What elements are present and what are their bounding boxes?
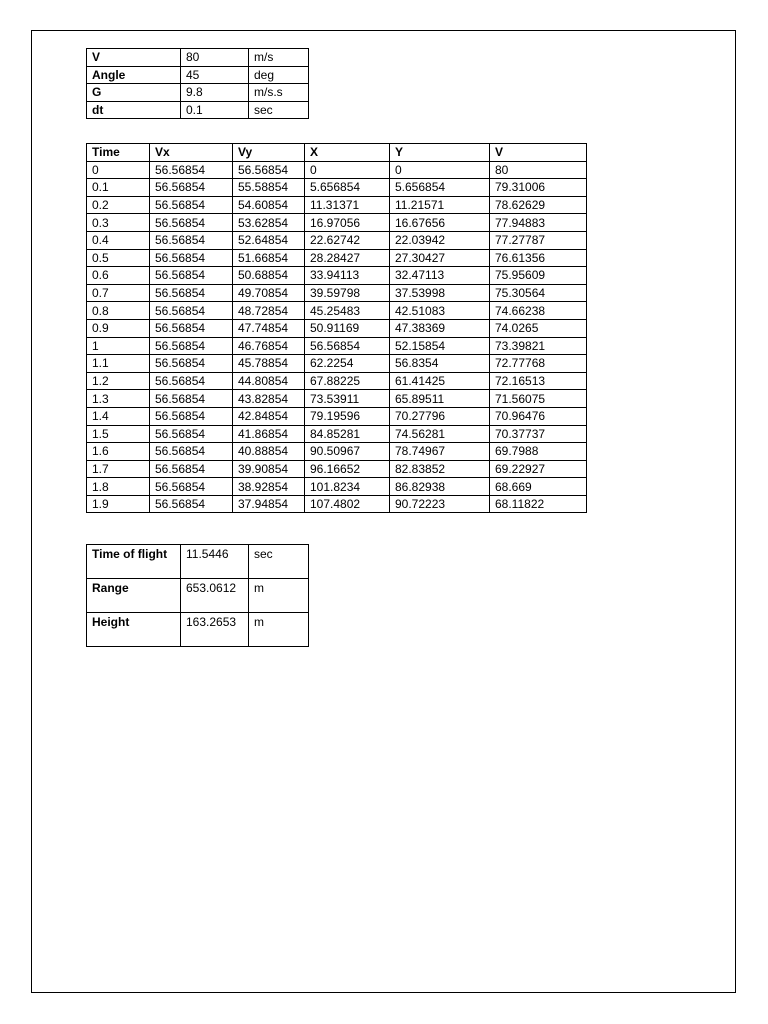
table-row (87, 407, 587, 425)
table-cell: 77.94883 (490, 214, 587, 232)
table-cell: 78.62629 (490, 196, 587, 214)
table-cell: 0 (87, 161, 150, 179)
table-cell: 56.56854 (150, 443, 233, 461)
parameter-row (87, 49, 309, 67)
table-row (87, 161, 587, 179)
parameter-unit: m/s (249, 49, 309, 67)
table-cell: 1.3 (87, 390, 150, 408)
table-cell: 1.7 (87, 460, 150, 478)
table-cell: 56.56854 (150, 284, 233, 302)
table-cell: 56.56854 (233, 161, 305, 179)
result-value: 163.2653 (181, 613, 249, 647)
table-cell: 50.68854 (233, 267, 305, 285)
column-header: Vy (233, 144, 305, 162)
column-header: V (490, 144, 587, 162)
table-cell: 50.91169 (305, 319, 390, 337)
parameter-value: 9.8 (181, 84, 249, 102)
parameter-unit: m/s.s (249, 84, 309, 102)
table-cell: 0.1 (87, 179, 150, 197)
table-cell: 52.15854 (390, 337, 490, 355)
column-header: Vx (150, 144, 233, 162)
table-cell: 0 (305, 161, 390, 179)
table-cell: 45.78854 (233, 355, 305, 373)
table-cell: 0.2 (87, 196, 150, 214)
table-cell: 41.86854 (233, 425, 305, 443)
table-cell: 1.1 (87, 355, 150, 373)
table-row (87, 355, 587, 373)
table-row (87, 214, 587, 232)
table-cell: 84.85281 (305, 425, 390, 443)
table-cell: 51.66854 (233, 249, 305, 267)
table-cell: 0 (390, 161, 490, 179)
result-name: Time of flight (87, 545, 181, 579)
table-cell: 61.41425 (390, 372, 490, 390)
parameter-value: 0.1 (181, 101, 249, 119)
table-cell: 56.56854 (150, 196, 233, 214)
table-cell: 11.21571 (390, 196, 490, 214)
table-cell: 33.94113 (305, 267, 390, 285)
table-cell: 1.8 (87, 478, 150, 496)
table-cell: 65.89511 (390, 390, 490, 408)
table-cell: 80 (490, 161, 587, 179)
table-cell: 0.7 (87, 284, 150, 302)
table-cell: 1.9 (87, 495, 150, 513)
table-cell: 56.8354 (390, 355, 490, 373)
table-cell: 101.8234 (305, 478, 390, 496)
table-cell: 56.56854 (150, 319, 233, 337)
table-cell: 48.72854 (233, 302, 305, 320)
table-cell: 46.76854 (233, 337, 305, 355)
table-cell: 76.61356 (490, 249, 587, 267)
table-row (87, 302, 587, 320)
table-cell: 90.50967 (305, 443, 390, 461)
table-cell: 90.72223 (390, 495, 490, 513)
parameter-value: 80 (181, 49, 249, 67)
table-cell: 1.6 (87, 443, 150, 461)
table-cell: 73.39821 (490, 337, 587, 355)
table-row (87, 337, 587, 355)
table-cell: 56.56854 (150, 267, 233, 285)
result-row (87, 545, 309, 579)
table-cell: 0.5 (87, 249, 150, 267)
table-cell: 56.56854 (150, 249, 233, 267)
table-row (87, 196, 587, 214)
column-header: Y (390, 144, 490, 162)
result-value: 653.0612 (181, 579, 249, 613)
table-cell: 56.56854 (150, 425, 233, 443)
table-cell: 86.82938 (390, 478, 490, 496)
result-unit: m (249, 579, 309, 613)
table-cell: 49.70854 (233, 284, 305, 302)
table-row (87, 284, 587, 302)
table-cell: 56.56854 (150, 161, 233, 179)
table-cell: 22.62742 (305, 231, 390, 249)
table-cell: 72.77768 (490, 355, 587, 373)
table-cell: 77.27787 (490, 231, 587, 249)
table-cell: 75.30564 (490, 284, 587, 302)
table-row (87, 478, 587, 496)
table-row (87, 231, 587, 249)
table-cell: 42.84854 (233, 407, 305, 425)
table-row (87, 495, 587, 513)
table-cell: 72.16513 (490, 372, 587, 390)
table-cell: 70.27796 (390, 407, 490, 425)
table-cell: 0.9 (87, 319, 150, 337)
table-cell: 62.2254 (305, 355, 390, 373)
table-cell: 68.11822 (490, 495, 587, 513)
table-cell: 73.53911 (305, 390, 390, 408)
table-cell: 96.16652 (305, 460, 390, 478)
table-cell: 39.90854 (233, 460, 305, 478)
table-cell: 16.97056 (305, 214, 390, 232)
table-cell: 56.56854 (150, 214, 233, 232)
table-cell: 107.4802 (305, 495, 390, 513)
table-row (87, 460, 587, 478)
parameter-value: 45 (181, 66, 249, 84)
parameter-name: V (87, 49, 181, 67)
table-cell: 67.88225 (305, 372, 390, 390)
column-header: Time (87, 144, 150, 162)
table-cell: 74.0265 (490, 319, 587, 337)
table-header-row (87, 144, 587, 162)
table-row (87, 372, 587, 390)
table-cell: 54.60854 (233, 196, 305, 214)
table-cell: 27.30427 (390, 249, 490, 267)
table-cell: 56.56854 (150, 390, 233, 408)
result-row (87, 613, 309, 647)
table-cell: 22.03942 (390, 231, 490, 249)
table-cell: 56.56854 (150, 495, 233, 513)
table-cell: 1.5 (87, 425, 150, 443)
table-cell: 56.56854 (150, 478, 233, 496)
parameter-row (87, 101, 309, 119)
table-cell: 47.74854 (233, 319, 305, 337)
table-cell: 1.2 (87, 372, 150, 390)
table-cell: 56.56854 (305, 337, 390, 355)
table-cell: 0.6 (87, 267, 150, 285)
result-name: Range (87, 579, 181, 613)
table-cell: 56.56854 (150, 372, 233, 390)
parameter-name: G (87, 84, 181, 102)
table-row (87, 319, 587, 337)
table-row (87, 249, 587, 267)
trajectory-table (86, 143, 587, 513)
table-cell: 42.51083 (390, 302, 490, 320)
table-cell: 53.62854 (233, 214, 305, 232)
table-cell: 56.56854 (150, 179, 233, 197)
parameter-unit: sec (249, 101, 309, 119)
table-cell: 74.56281 (390, 425, 490, 443)
table-cell: 32.47113 (390, 267, 490, 285)
table-cell: 39.59798 (305, 284, 390, 302)
table-cell: 56.56854 (150, 407, 233, 425)
result-name: Height (87, 613, 181, 647)
table-cell: 45.25483 (305, 302, 390, 320)
table-row (87, 267, 587, 285)
table-cell: 56.56854 (150, 302, 233, 320)
table-cell: 55.58854 (233, 179, 305, 197)
table-cell: 56.56854 (150, 355, 233, 373)
table-cell: 75.95609 (490, 267, 587, 285)
table-cell: 11.31371 (305, 196, 390, 214)
table-cell: 69.7988 (490, 443, 587, 461)
table-cell: 70.37737 (490, 425, 587, 443)
parameter-name: dt (87, 101, 181, 119)
table-cell: 56.56854 (150, 231, 233, 249)
table-cell: 5.656854 (390, 179, 490, 197)
table-cell: 0.3 (87, 214, 150, 232)
table-cell: 43.82854 (233, 390, 305, 408)
table-cell: 47.38369 (390, 319, 490, 337)
table-cell: 44.80854 (233, 372, 305, 390)
table-cell: 0.4 (87, 231, 150, 249)
table-row (87, 390, 587, 408)
result-unit: m (249, 613, 309, 647)
parameter-unit: deg (249, 66, 309, 84)
table-cell: 0.8 (87, 302, 150, 320)
table-cell: 1.4 (87, 407, 150, 425)
parameter-row (87, 66, 309, 84)
table-cell: 79.19596 (305, 407, 390, 425)
table-cell: 78.74967 (390, 443, 490, 461)
table-cell: 56.56854 (150, 337, 233, 355)
result-unit: sec (249, 545, 309, 579)
table-cell: 52.64854 (233, 231, 305, 249)
table-row (87, 425, 587, 443)
table-cell: 74.66238 (490, 302, 587, 320)
table-row (87, 179, 587, 197)
result-row (87, 579, 309, 613)
table-cell: 16.67656 (390, 214, 490, 232)
table-cell: 37.94854 (233, 495, 305, 513)
table-cell: 82.83852 (390, 460, 490, 478)
table-cell: 56.56854 (150, 460, 233, 478)
table-cell: 71.56075 (490, 390, 587, 408)
table-cell: 70.96476 (490, 407, 587, 425)
result-value: 11.5446 (181, 545, 249, 579)
table-cell: 1 (87, 337, 150, 355)
table-cell: 69.22927 (490, 460, 587, 478)
table-cell: 5.656854 (305, 179, 390, 197)
parameter-name: Angle (87, 66, 181, 84)
table-cell: 37.53998 (390, 284, 490, 302)
table-cell: 79.31006 (490, 179, 587, 197)
table-cell: 38.92854 (233, 478, 305, 496)
table-row (87, 443, 587, 461)
parameters-table (86, 48, 309, 119)
results-table (86, 544, 309, 647)
table-cell: 28.28427 (305, 249, 390, 267)
parameter-row (87, 84, 309, 102)
table-cell: 68.669 (490, 478, 587, 496)
column-header: X (305, 144, 390, 162)
table-cell: 40.88854 (233, 443, 305, 461)
